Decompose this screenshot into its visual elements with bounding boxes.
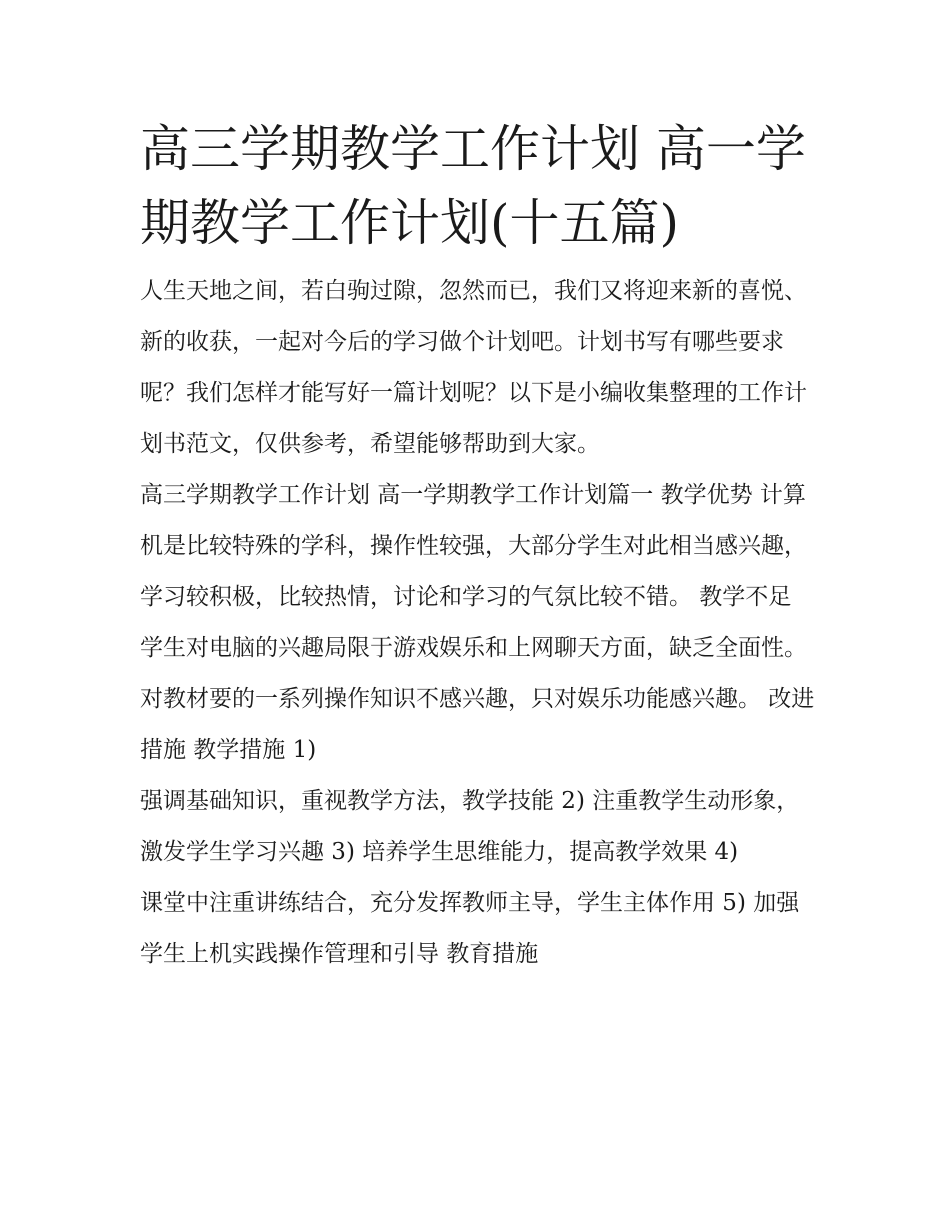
paragraph-classroom: 课堂中注重讲练结合，充分发挥教师主导，学生主体作用 5) 加强学生上机实践操作管理和引导 教育措施 <box>140 890 800 967</box>
paragraph-student-interests: 学生对电脑的兴趣局限于游戏娱乐和上网聊天方面，缺乏全面性。对教材要的一系列操作知识不感兴趣，只对娱乐功能感兴趣。 改进措施 教学措施 1) <box>140 635 815 763</box>
paragraph-teaching-strengths: 高三学期教学工作计划 高一学期教学工作计划篇一 教学优势 计算机是比较特殊的学科，操作性较强，大部分学生对此相当感兴趣，学习较积极，比较热情，讨论和学习的气氛比较不错。 教学不足 <box>140 482 807 610</box>
document-body <box>140 112 820 980</box>
paragraph-list <box>140 266 820 980</box>
paragraph-measures: 强调基础知识，重视教学方法，教学技能 2) 注重教学生动形象，激发学生学习兴趣 3) 培养学生思维能力，提高教学效果 4) <box>140 788 800 865</box>
document-title: 高三学期教学工作计划 高一学期教学工作计划(十五篇) <box>140 120 806 252</box>
paragraph-intro: 人生天地之间，若白驹过隙，忽然而已，我们又将迎来新的喜悦、新的收获，一起对今后的学习做个计划吧。计划书写有哪些要求呢？我们怎样才能写好一篇计划呢？以下是小编收集整理的工作计划书范文，仅供参考，希望能够帮助到大家。 <box>140 278 807 457</box>
